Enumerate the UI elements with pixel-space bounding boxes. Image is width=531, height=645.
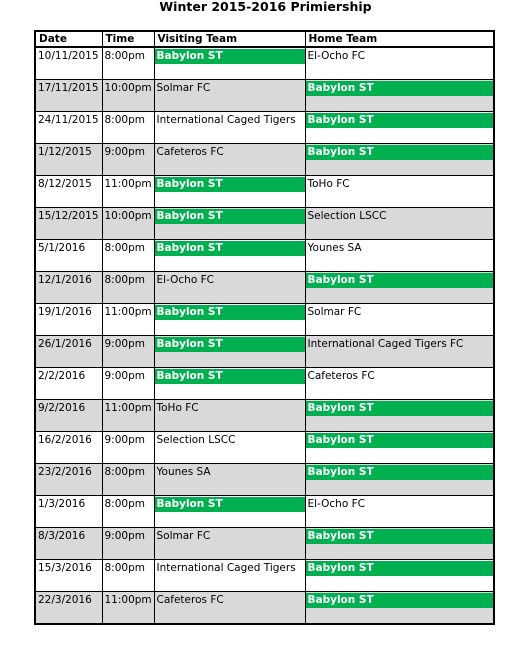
- time-cell: [102, 240, 154, 272]
- time-cell-text: 10:00pm: [104, 82, 152, 94]
- date-cell-text: 1/12/2015: [38, 146, 92, 158]
- home-team-cell: [305, 400, 494, 432]
- visiting-team-cell: [154, 496, 305, 528]
- table-row: [35, 304, 494, 336]
- visiting-team-cell-text: Babylon ST: [155, 49, 305, 64]
- visiting-team-cell-text: El-Ocho FC: [156, 274, 214, 286]
- time-cell-text: 9:00pm: [104, 434, 145, 446]
- time-cell-text: 8:00pm: [104, 562, 145, 574]
- home-team-cell: [305, 336, 494, 368]
- date-cell: [35, 80, 102, 112]
- visiting-team-cell: [154, 80, 305, 112]
- time-cell: [102, 47, 154, 80]
- date-cell-text: 12/1/2016: [38, 274, 92, 286]
- visiting-team-cell: [154, 432, 305, 464]
- time-cell-text: 8:00pm: [104, 498, 145, 510]
- date-cell: [35, 432, 102, 464]
- time-cell-text: 11:00pm: [104, 402, 152, 414]
- date-cell-text: 19/1/2016: [38, 306, 92, 318]
- visiting-team-cell-text: Babylon ST: [155, 177, 305, 192]
- date-header: Date: [35, 31, 102, 47]
- table-row: [35, 47, 494, 80]
- home-team-cell: [305, 304, 494, 336]
- date-cell: [35, 208, 102, 240]
- date-cell: [35, 336, 102, 368]
- time-cell: [102, 560, 154, 592]
- home-team-cell: [305, 272, 494, 304]
- date-cell: [35, 112, 102, 144]
- home-team-cell: [305, 208, 494, 240]
- table-row: [35, 368, 494, 400]
- home-team-cell-text: El-Ocho FC: [307, 498, 365, 510]
- visiting-team-cell-text: Babylon ST: [155, 209, 305, 224]
- time-cell-text: 8:00pm: [104, 466, 145, 478]
- time-cell: [102, 176, 154, 208]
- schedule-table: [34, 30, 495, 625]
- home-team-cell-text: Younes SA: [307, 242, 362, 254]
- visiting-team-cell-text: Babylon ST: [155, 305, 305, 320]
- date-cell: [35, 560, 102, 592]
- home-team-cell-text: Selection LSCC: [307, 210, 387, 222]
- time-cell-text: 8:00pm: [104, 242, 145, 254]
- date-cell-text: 16/2/2016: [38, 434, 92, 446]
- table-row: [35, 208, 494, 240]
- date-cell: [35, 400, 102, 432]
- table-row: [35, 336, 494, 368]
- time-cell: [102, 400, 154, 432]
- time-cell: [102, 496, 154, 528]
- time-cell-text: 11:00pm: [104, 306, 152, 318]
- date-cell: [35, 272, 102, 304]
- table-row: [35, 272, 494, 304]
- table-row: [35, 528, 494, 560]
- visiting-team-cell: [154, 240, 305, 272]
- visiting-team-cell: [154, 144, 305, 176]
- visiting-team-cell-text: Solmar FC: [156, 530, 211, 542]
- time-cell-text: 10:00pm: [104, 210, 152, 222]
- date-cell: [35, 528, 102, 560]
- home-team-cell: [305, 464, 494, 496]
- date-cell-text: 26/1/2016: [38, 338, 92, 350]
- time-cell-text: 9:00pm: [104, 370, 145, 382]
- visiting-team-cell-text: Cafeteros FC: [156, 146, 224, 158]
- visiting-team-cell: [154, 336, 305, 368]
- date-cell-text: 8/3/2016: [38, 530, 86, 542]
- home-team-cell: [305, 112, 494, 144]
- home-team-cell-text: Babylon ST: [306, 465, 494, 480]
- date-cell-text: 24/11/2015: [38, 114, 99, 126]
- table-row: [35, 144, 494, 176]
- table-row: [35, 240, 494, 272]
- date-cell-text: 2/2/2016: [38, 370, 86, 382]
- date-cell-text: 5/1/2016: [38, 242, 86, 254]
- visiting-team-cell-text: Selection LSCC: [156, 434, 236, 446]
- visiting-team-cell: [154, 112, 305, 144]
- home-team-cell: [305, 432, 494, 464]
- date-cell: [35, 304, 102, 336]
- home-team-cell-text: Babylon ST: [306, 433, 494, 448]
- home-team-header: Home Team: [305, 31, 494, 47]
- home-team-cell: [305, 47, 494, 80]
- visiting-team-cell: [154, 176, 305, 208]
- time-cell: [102, 144, 154, 176]
- home-team-cell-text: El-Ocho FC: [307, 50, 365, 62]
- home-team-cell: [305, 80, 494, 112]
- date-cell-text: 23/2/2016: [38, 466, 92, 478]
- home-team-cell: [305, 496, 494, 528]
- visiting-team-cell: [154, 208, 305, 240]
- time-cell: [102, 304, 154, 336]
- visiting-team-cell-text: Babylon ST: [155, 337, 305, 352]
- date-cell-text: 17/11/2015: [38, 82, 99, 94]
- table-row: [35, 560, 494, 592]
- visiting-team-cell-text: Younes SA: [156, 466, 211, 478]
- date-cell-text: 8/12/2015: [38, 178, 92, 190]
- date-cell: [35, 464, 102, 496]
- visiting-team-cell: [154, 400, 305, 432]
- home-team-cell: [305, 176, 494, 208]
- time-cell: [102, 336, 154, 368]
- date-cell: [35, 176, 102, 208]
- visiting-team-cell: [154, 368, 305, 400]
- home-team-cell-text: Babylon ST: [306, 81, 494, 96]
- visiting-team-cell: [154, 592, 305, 625]
- home-team-cell-text: Babylon ST: [306, 273, 494, 288]
- table-row: [35, 432, 494, 464]
- time-cell-text: 9:00pm: [104, 338, 145, 350]
- home-team-cell: [305, 528, 494, 560]
- time-cell-text: 11:00pm: [104, 178, 152, 190]
- visiting-team-cell: [154, 464, 305, 496]
- table-row: [35, 400, 494, 432]
- visiting-team-cell: [154, 272, 305, 304]
- home-team-cell: [305, 592, 494, 625]
- home-team-cell-text: ToHo FC: [307, 178, 350, 190]
- home-team-cell-text: International Caged Tigers FC: [307, 338, 464, 350]
- visiting-team-cell: [154, 304, 305, 336]
- date-cell-text: 15/3/2016: [38, 562, 92, 574]
- home-team-cell: [305, 560, 494, 592]
- time-cell: [102, 528, 154, 560]
- home-team-cell: [305, 368, 494, 400]
- visiting-team-cell: [154, 528, 305, 560]
- date-cell: [35, 496, 102, 528]
- date-cell: [35, 240, 102, 272]
- page-title: Winter 2015-2016 Primiership: [159, 0, 372, 14]
- visiting-team-cell: [154, 47, 305, 80]
- table-row: [35, 176, 494, 208]
- home-team-cell-text: Babylon ST: [306, 593, 494, 608]
- home-team-cell-text: Cafeteros FC: [307, 370, 375, 382]
- time-cell-text: 9:00pm: [104, 146, 145, 158]
- time-cell-text: 9:00pm: [104, 530, 145, 542]
- date-cell-text: 15/12/2015: [38, 210, 99, 222]
- time-cell: [102, 272, 154, 304]
- time-cell-text: 8:00pm: [104, 114, 145, 126]
- time-cell: [102, 112, 154, 144]
- table-row: [35, 80, 494, 112]
- home-team-cell-text: Babylon ST: [306, 561, 494, 576]
- visiting-team-cell: [154, 560, 305, 592]
- visiting-team-cell-text: Solmar FC: [156, 82, 211, 94]
- time-cell-text: 8:00pm: [104, 274, 145, 286]
- date-cell-text: 1/3/2016: [38, 498, 86, 510]
- home-team-cell-text: Solmar FC: [307, 306, 362, 318]
- home-team-cell-text: Babylon ST: [306, 401, 494, 416]
- table-row: [35, 496, 494, 528]
- visiting-team-cell-text: Cafeteros FC: [156, 594, 224, 606]
- home-team-cell-text: Babylon ST: [306, 113, 494, 128]
- visiting-team-cell-text: International Caged Tigers: [156, 562, 296, 574]
- time-cell: [102, 80, 154, 112]
- schedule-body: [35, 47, 494, 624]
- time-cell: [102, 368, 154, 400]
- home-team-cell-text: Babylon ST: [306, 145, 494, 160]
- time-cell-text: 8:00pm: [104, 50, 145, 62]
- date-cell-text: 10/11/2015: [38, 50, 99, 62]
- visiting-team-cell-text: Babylon ST: [155, 497, 305, 512]
- home-team-cell: [305, 240, 494, 272]
- home-team-cell-text: Babylon ST: [306, 529, 494, 544]
- date-cell-text: 9/2/2016: [38, 402, 86, 414]
- visiting-team-cell-text: ToHo FC: [156, 402, 199, 414]
- visiting-team-cell-text: International Caged Tigers: [156, 114, 296, 126]
- table-row: [35, 464, 494, 496]
- date-cell-text: 22/3/2016: [38, 594, 92, 606]
- time-cell: [102, 432, 154, 464]
- table-row: [35, 592, 494, 625]
- home-team-cell: [305, 144, 494, 176]
- header-row: [35, 31, 494, 47]
- visiting-team-cell-text: Babylon ST: [155, 369, 305, 384]
- time-cell: [102, 592, 154, 625]
- time-cell-text: 11:00pm: [104, 594, 152, 606]
- date-cell: [35, 592, 102, 625]
- date-cell: [35, 368, 102, 400]
- time-header: Time: [102, 31, 154, 47]
- time-cell: [102, 208, 154, 240]
- table-row: [35, 112, 494, 144]
- time-cell: [102, 464, 154, 496]
- visiting-team-header: Visiting Team: [154, 31, 305, 47]
- date-cell: [35, 144, 102, 176]
- visiting-team-cell-text: Babylon ST: [155, 241, 305, 256]
- date-cell: [35, 47, 102, 80]
